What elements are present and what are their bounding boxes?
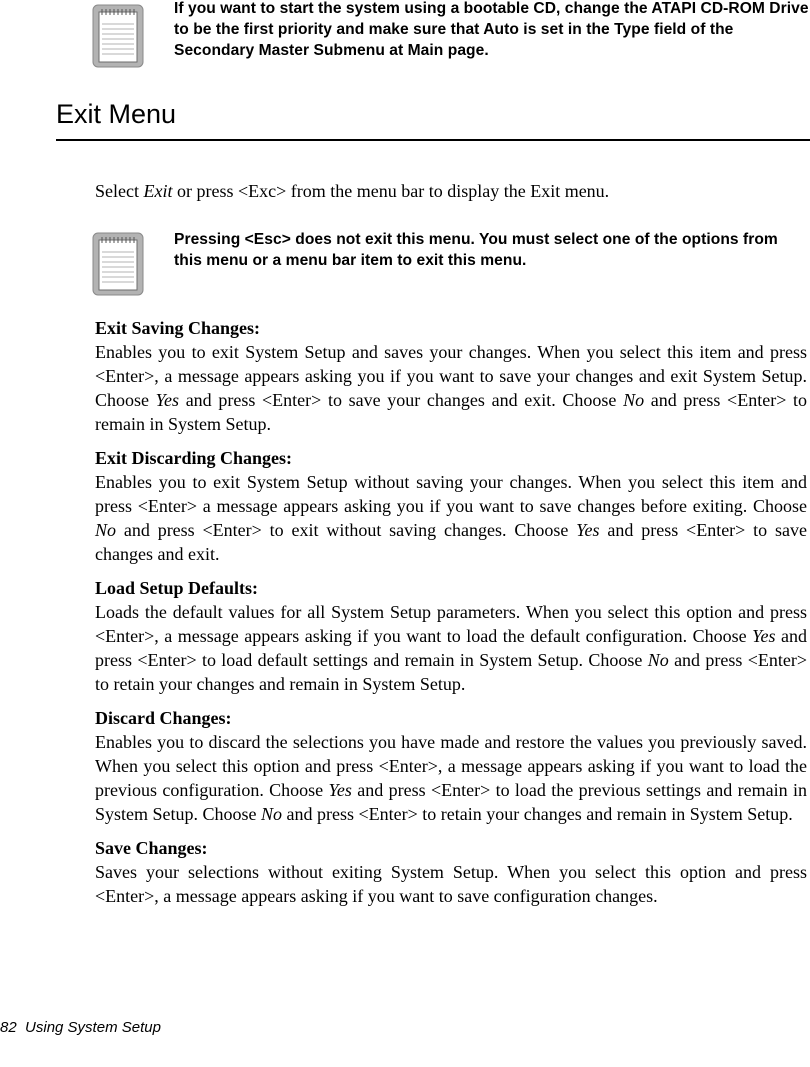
option-choice-word: No	[261, 804, 283, 824]
option-text: Enables you to discard the selections you have made and restore the values you previously saved. When you select this option and press <Enter>, a message appears asking if you want to load the previous configuration. Choose	[95, 732, 807, 800]
option-choice-word: Yes	[155, 390, 180, 410]
option-text: Saves your selections without exiting System Setup. When you select this option and press <Enter>, a message appears asking if you want to save configuration changes.	[95, 862, 807, 906]
intro-after: or press <Exc> from the menu bar to display the Exit menu.	[172, 181, 610, 201]
option-choice-word: No	[623, 390, 645, 410]
option-entry	[95, 576, 807, 696]
option-entry	[95, 446, 807, 566]
option-title: Exit Saving Changes:	[95, 318, 261, 338]
exit-options-list	[95, 316, 807, 918]
option-entry	[95, 836, 807, 908]
section-title: Exit Menu	[56, 99, 177, 129]
option-description	[95, 470, 807, 566]
page-footer	[0, 1018, 161, 1038]
option-description	[95, 860, 807, 908]
intro-paragraph	[95, 179, 807, 203]
notepad-icon	[92, 4, 144, 68]
intro-exit-word: Exit	[143, 181, 173, 201]
option-choice-word: Yes	[576, 520, 600, 540]
option-description	[95, 600, 807, 696]
option-choice-word: Yes	[752, 626, 776, 646]
option-choice-word: Yes	[328, 780, 352, 800]
option-text: and press <Enter> to load the previous settings and remain in System Setup. Choose	[95, 780, 807, 824]
option-text: and press <Enter> to retain your changes and remain in System Setup.	[282, 804, 793, 824]
option-description	[95, 340, 807, 436]
option-description	[95, 730, 807, 826]
page-number: 82	[0, 1019, 17, 1036]
notepad-icon	[92, 232, 144, 296]
section-divider	[56, 139, 810, 141]
option-text: and press <Enter> to exit without saving changes. Choose	[116, 520, 577, 540]
note-text: If you want to start the system using a bootable CD, change the ATAPI CD-ROM Drive to be the first priority and make sure that Auto is set in the Type field of the Secondary Master Submenu at Main page.	[174, 0, 809, 59]
option-text: and press <Enter> to remain in System Setup.	[95, 390, 808, 434]
option-title: Discard Changes:	[95, 708, 232, 728]
option-entry	[95, 706, 807, 826]
footer-section-name: Using System Setup	[25, 1019, 161, 1036]
option-text: and press <Enter> to load default settings and remain in System Setup. Choose	[95, 626, 807, 670]
option-text: Enables you to exit System Setup without saving your changes. When you select this item and press <Enter> a message appears asking you if you want to save changes before exiting. Choose	[95, 472, 807, 516]
option-title: Load Setup Defaults:	[95, 578, 259, 598]
option-choice-word: No	[95, 520, 117, 540]
option-entry	[95, 316, 807, 436]
option-text: and press <Enter> to save your changes and exit. Choose	[179, 390, 624, 410]
option-text: Loads the default values for all System Setup parameters. When you select this option and press <Enter>, a message appears asking if you want to load the default configuration. Choose	[95, 602, 807, 646]
option-title: Exit Discarding Changes:	[95, 448, 293, 468]
option-title: Save Changes:	[95, 838, 208, 858]
option-choice-word: No	[647, 650, 669, 670]
option-text: and press <Enter> to save changes and exit.	[95, 520, 807, 564]
option-text: Enables you to exit System Setup and saves your changes. When you select this item and press <Enter>, a message appears asking you if you want to save your changes and exit System Setup. Choose	[95, 342, 807, 410]
option-text: and press <Enter> to retain your changes and remain in System Setup.	[95, 650, 807, 694]
note-text: Pressing <Esc> does not exit this menu. You must select one of the options from this menu or a menu bar item to exit this menu.	[174, 231, 778, 269]
intro-before: Select	[95, 181, 144, 201]
